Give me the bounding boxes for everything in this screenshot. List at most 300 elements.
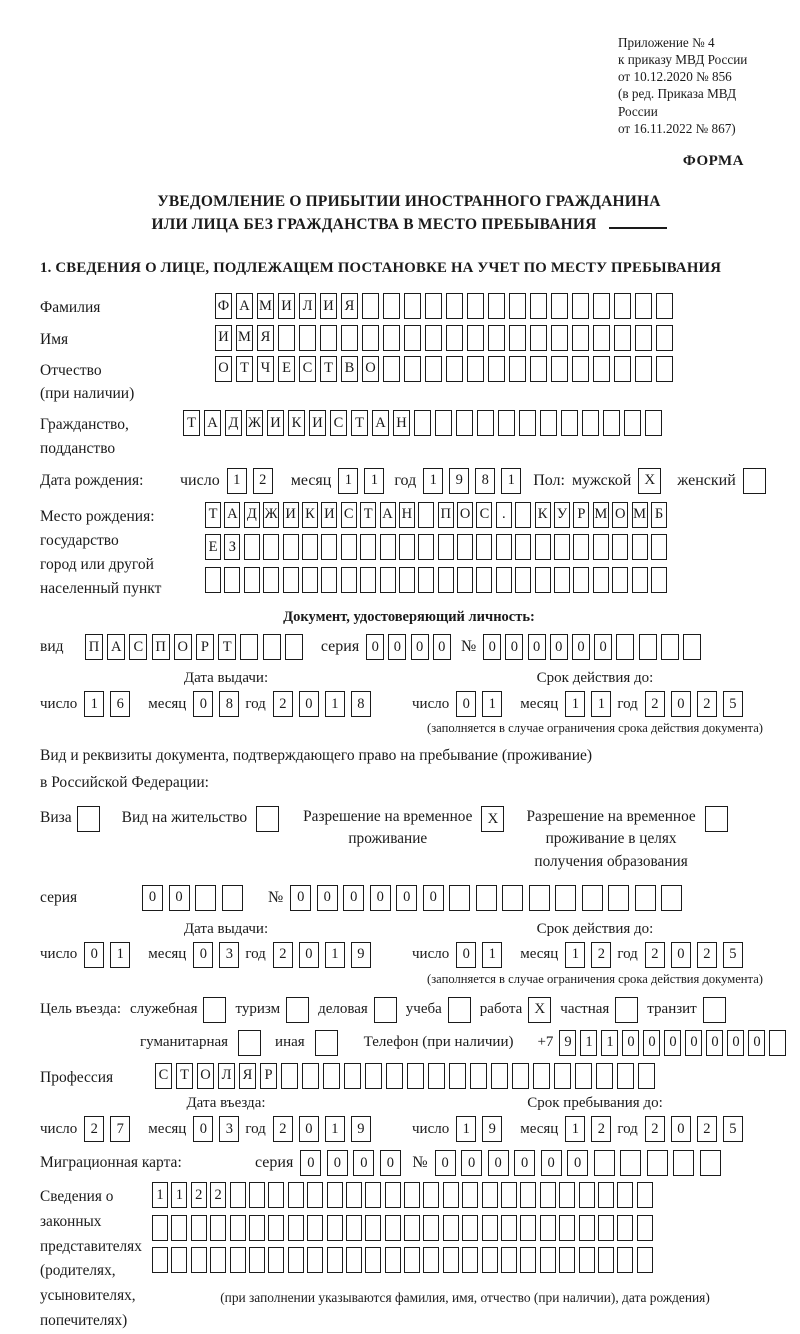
- char-cell: [230, 1182, 246, 1208]
- char-cell: [661, 885, 682, 911]
- char-cell: [191, 1247, 207, 1273]
- representatives-note: (при заполнении указываются фамилия, имя, отчество (при наличии), дата рождения): [220, 1289, 710, 1305]
- char-cell: 1: [456, 1116, 476, 1142]
- patronymic-cells: [215, 356, 677, 382]
- char-cell: О: [612, 502, 628, 528]
- char-cell: А: [236, 293, 253, 319]
- issue-year-cells: [273, 691, 377, 717]
- char-cell: [612, 534, 628, 560]
- purpose-other-checkbox: [315, 1030, 338, 1056]
- expiry-restriction-note: (заполняется в случае ограничения срока действия документа): [427, 971, 763, 986]
- birth-month-cells: [338, 468, 390, 494]
- char-cell: [501, 1215, 517, 1241]
- char-cell: 0: [388, 634, 406, 660]
- char-cell: [579, 1182, 595, 1208]
- char-cell: [414, 410, 431, 436]
- char-cell: К: [535, 502, 551, 528]
- residence-permit-label: Вид на жительство: [121, 809, 248, 827]
- migration-card-label: Миграционная карта:: [40, 1154, 182, 1172]
- issue-date-line: [40, 691, 412, 717]
- year-label: год: [617, 695, 638, 712]
- purpose-work-label: работа: [479, 1001, 523, 1018]
- char-cell: [327, 1247, 343, 1273]
- char-cell: 2: [697, 942, 717, 968]
- char-cell: [476, 567, 492, 593]
- stay-until-line: [412, 1116, 778, 1142]
- char-cell: [307, 1215, 323, 1241]
- char-cell: 0: [290, 885, 311, 911]
- char-cell: [582, 410, 599, 436]
- stay-until-title: Срок пребывания до:: [527, 1095, 663, 1112]
- char-cell: Д: [244, 502, 260, 528]
- purpose-official-checkbox: [203, 997, 226, 1023]
- char-cell: [438, 534, 454, 560]
- form-word: ФОРМА: [682, 152, 744, 169]
- char-cell: [594, 1150, 615, 1176]
- residence-doc-intro-line2: в Российской Федерации:: [40, 774, 209, 792]
- migration-number-cells: [435, 1150, 727, 1176]
- month-label: месяц: [148, 946, 187, 963]
- phone-prefix: +7: [537, 1034, 554, 1051]
- char-cell: 2: [273, 691, 293, 717]
- char-cell: 1: [580, 1030, 597, 1056]
- char-cell: [488, 325, 505, 351]
- char-cell: [614, 293, 631, 319]
- temp-residence-education-option: [526, 806, 727, 873]
- char-cell: М: [632, 502, 648, 528]
- char-cell: [496, 534, 512, 560]
- char-cell: 0: [685, 1030, 702, 1056]
- char-cell: 1: [565, 1116, 585, 1142]
- char-cell: П: [85, 634, 103, 660]
- char-cell: [244, 567, 260, 593]
- char-cell: [593, 534, 609, 560]
- visa-checkbox: [77, 806, 100, 832]
- purpose-study-checkbox: [448, 997, 471, 1023]
- char-cell: [449, 885, 470, 911]
- char-cell: [661, 634, 679, 660]
- char-cell: [443, 1182, 459, 1208]
- char-cell: [362, 293, 379, 319]
- char-cell: 6: [110, 691, 130, 717]
- char-cell: [191, 1215, 207, 1241]
- char-cell: [502, 885, 523, 911]
- char-cell: В: [341, 356, 358, 382]
- issue-date-line: [40, 942, 412, 968]
- char-cell: 8: [219, 691, 239, 717]
- char-cell: [386, 1063, 403, 1089]
- char-cell: [520, 1182, 536, 1208]
- residence-expiry-year-cells: [645, 942, 749, 968]
- char-cell: 7: [110, 1116, 130, 1142]
- char-cell: [435, 410, 452, 436]
- birthplace-label: [40, 502, 205, 601]
- char-cell: П: [438, 502, 454, 528]
- birth-year-cells: [423, 468, 527, 494]
- form-title-line2: [40, 213, 778, 236]
- char-cell: [482, 1182, 498, 1208]
- year-label: год: [245, 946, 266, 963]
- char-cell: А: [380, 502, 396, 528]
- char-cell: [425, 356, 442, 382]
- char-cell: [561, 410, 578, 436]
- char-cell: [593, 356, 610, 382]
- patronymic-label-line1: Отчество: [40, 361, 102, 379]
- char-cell: 0: [411, 634, 429, 660]
- char-cell: 2: [84, 1116, 104, 1142]
- representatives-label: [40, 1182, 152, 1334]
- char-cell: [635, 325, 652, 351]
- number-label: №: [412, 1154, 428, 1172]
- char-cell: 5: [723, 1116, 743, 1142]
- char-cell: 1: [591, 691, 611, 717]
- char-cell: Е: [278, 356, 295, 382]
- char-cell: [446, 293, 463, 319]
- char-cell: Р: [260, 1063, 277, 1089]
- male-label: мужской: [571, 471, 632, 489]
- char-cell: [482, 1215, 498, 1241]
- char-cell: И: [320, 293, 337, 319]
- order-reference-block: [618, 34, 778, 137]
- char-cell: [639, 634, 657, 660]
- char-cell: Т: [205, 502, 221, 528]
- char-cell: 0: [572, 634, 590, 660]
- char-cell: [520, 1215, 536, 1241]
- char-cell: [399, 567, 415, 593]
- char-cell: Н: [393, 410, 410, 436]
- purpose-second-row: [40, 1030, 778, 1056]
- char-cell: [593, 567, 609, 593]
- representatives-row: [40, 1182, 778, 1334]
- char-cell: [617, 1247, 633, 1273]
- char-cell: 2: [697, 691, 717, 717]
- residence-issue-year-cells: [273, 942, 377, 968]
- char-cell: [467, 356, 484, 382]
- char-cell: [320, 325, 337, 351]
- stay-day-cells: [456, 1116, 508, 1142]
- residence-expiry-column: [412, 921, 778, 987]
- patronymic-row: [40, 356, 778, 406]
- birthplace-row: [40, 502, 778, 601]
- char-cell: 0: [622, 1030, 639, 1056]
- char-cell: [288, 1215, 304, 1241]
- surname-label: Фамилия: [40, 299, 101, 317]
- char-cell: О: [197, 1063, 214, 1089]
- temp-residence-checkbox: X: [481, 806, 504, 832]
- phone-label: Телефон (при наличии): [363, 1034, 514, 1051]
- temp-residence-education-line1: Разрешение на временное: [526, 808, 696, 826]
- char-cell: [302, 567, 318, 593]
- document-type-label: вид: [40, 638, 64, 656]
- char-cell: 0: [727, 1030, 744, 1056]
- char-cell: [285, 634, 303, 660]
- char-cell: 1: [364, 468, 384, 494]
- char-cell: [288, 1182, 304, 1208]
- char-cell: [579, 1215, 595, 1241]
- temp-residence-label: [303, 806, 472, 850]
- char-cell: Я: [341, 293, 358, 319]
- char-cell: А: [224, 502, 240, 528]
- visa-label: Виза: [40, 809, 72, 827]
- char-cell: [573, 567, 589, 593]
- year-label: год: [394, 471, 417, 489]
- char-cell: [360, 534, 376, 560]
- residence-series-cells: [142, 885, 248, 911]
- char-cell: 0: [343, 885, 364, 911]
- series-label: серия: [255, 1154, 294, 1172]
- char-cell: 2: [645, 1116, 665, 1142]
- patronymic-label-line2: (при наличии): [40, 385, 135, 403]
- char-cell: [383, 356, 400, 382]
- document-expiry-column: [412, 670, 778, 736]
- char-cell: [365, 1247, 381, 1273]
- char-cell: [462, 1182, 478, 1208]
- purpose-transit-checkbox: [703, 997, 726, 1023]
- char-cell: Н: [399, 502, 415, 528]
- char-cell: [423, 1215, 439, 1241]
- char-cell: [620, 1150, 641, 1176]
- char-cell: [456, 410, 473, 436]
- char-cell: [593, 325, 610, 351]
- char-cell: М: [593, 502, 609, 528]
- char-cell: 2: [253, 468, 273, 494]
- char-cell: [449, 1063, 466, 1089]
- month-label: месяц: [520, 946, 559, 963]
- char-cell: [656, 293, 673, 319]
- char-cell: [268, 1182, 284, 1208]
- char-cell: [425, 325, 442, 351]
- char-cell: [515, 502, 531, 528]
- char-cell: 1: [601, 1030, 618, 1056]
- char-cell: 0: [528, 634, 546, 660]
- char-cell: [341, 567, 357, 593]
- char-cell: 3: [219, 1116, 239, 1142]
- char-cell: [457, 534, 473, 560]
- char-cell: .: [496, 502, 512, 528]
- birthdate-label: Дата рождения:: [40, 472, 144, 490]
- residence-issue-column: [40, 921, 412, 987]
- char-cell: [559, 1215, 575, 1241]
- char-cell: С: [330, 410, 347, 436]
- char-cell: И: [283, 502, 299, 528]
- char-cell: [617, 1063, 634, 1089]
- char-cell: 0: [550, 634, 568, 660]
- char-cell: [240, 634, 258, 660]
- char-cell: 0: [748, 1030, 765, 1056]
- char-cell: 9: [559, 1030, 576, 1056]
- char-cell: [278, 325, 295, 351]
- char-cell: С: [299, 356, 316, 382]
- residence-dates-row: [40, 921, 778, 987]
- char-cell: О: [215, 356, 232, 382]
- birthplace-cells-block: [205, 502, 778, 600]
- residence-expiry-day-cells: [456, 942, 508, 968]
- char-cell: [205, 567, 221, 593]
- char-cell: [399, 534, 415, 560]
- char-cell: [249, 1182, 265, 1208]
- profession-cells: [155, 1063, 659, 1089]
- representatives-cells-row2: [152, 1215, 656, 1241]
- expiry-date-title: Срок действия до:: [536, 670, 654, 686]
- char-cell: 0: [299, 942, 319, 968]
- char-cell: 9: [482, 1116, 502, 1142]
- female-label: женский: [677, 471, 736, 489]
- expiry-day-cells: [456, 691, 508, 717]
- char-cell: [467, 325, 484, 351]
- series-label: серия: [40, 889, 78, 907]
- char-cell: [383, 325, 400, 351]
- char-cell: [321, 534, 337, 560]
- char-cell: [603, 410, 620, 436]
- birthplace-label-line2: государство: [40, 531, 119, 549]
- char-cell: [515, 567, 531, 593]
- month-label: месяц: [148, 1120, 187, 1137]
- char-cell: [540, 1247, 556, 1273]
- char-cell: Т: [218, 634, 236, 660]
- char-cell: [418, 502, 434, 528]
- char-cell: 1: [501, 468, 521, 494]
- purpose-transit-label: транзит: [647, 1001, 697, 1018]
- char-cell: [171, 1247, 187, 1273]
- char-cell: [501, 1182, 517, 1208]
- char-cell: [540, 1215, 556, 1241]
- char-cell: [299, 325, 316, 351]
- char-cell: 0: [505, 634, 523, 660]
- phone-cells: [559, 1030, 790, 1056]
- char-cell: А: [372, 410, 389, 436]
- migration-series-cells: [300, 1150, 406, 1176]
- firstname-cells: [215, 325, 677, 351]
- char-cell: 8: [351, 691, 371, 717]
- char-cell: [327, 1215, 343, 1241]
- char-cell: [637, 1215, 653, 1241]
- char-cell: 9: [351, 1116, 371, 1142]
- char-cell: С: [341, 502, 357, 528]
- char-cell: [501, 1247, 517, 1273]
- char-cell: [598, 1247, 614, 1273]
- char-cell: 1: [110, 942, 130, 968]
- char-cell: [598, 1182, 614, 1208]
- char-cell: [498, 410, 515, 436]
- char-cell: [559, 1182, 575, 1208]
- purpose-tourism-label: туризм: [235, 1001, 281, 1018]
- char-cell: О: [174, 634, 192, 660]
- char-cell: 0: [300, 1150, 321, 1176]
- char-cell: [341, 325, 358, 351]
- citizenship-cells: [183, 410, 666, 436]
- document-series-cells: [366, 634, 455, 660]
- char-cell: 2: [645, 691, 665, 717]
- char-cell: 1: [482, 691, 502, 717]
- document-number-cells: [483, 634, 705, 660]
- char-cell: 0: [193, 1116, 213, 1142]
- char-cell: [404, 325, 421, 351]
- char-cell: [152, 1215, 168, 1241]
- char-cell: [482, 1247, 498, 1273]
- char-cell: 5: [723, 691, 743, 717]
- char-cell: 0: [327, 1150, 348, 1176]
- residence-permit-checkbox: [256, 806, 279, 832]
- char-cell: [307, 1182, 323, 1208]
- char-cell: С: [476, 502, 492, 528]
- char-cell: О: [457, 502, 473, 528]
- birthplace-label-line1: Место рождения:: [40, 507, 155, 525]
- char-cell: 2: [210, 1182, 226, 1208]
- char-cell: 0: [366, 634, 384, 660]
- char-cell: [263, 567, 279, 593]
- residence-doc-series-row: [40, 885, 778, 911]
- char-cell: [635, 293, 652, 319]
- char-cell: [346, 1215, 362, 1241]
- number-label: №: [460, 638, 477, 655]
- form-title-line2-text: ИЛИ ЛИЦА БЕЗ ГРАЖДАНСТВА В МЕСТО ПРЕБЫВАНИЯ: [151, 216, 597, 234]
- char-cell: [529, 885, 550, 911]
- char-cell: Д: [225, 410, 242, 436]
- char-cell: [651, 567, 667, 593]
- char-cell: Т: [236, 356, 253, 382]
- char-cell: [210, 1215, 226, 1241]
- char-cell: 8: [475, 468, 495, 494]
- expiry-date-line: [412, 691, 778, 717]
- char-cell: [210, 1247, 226, 1273]
- firstname-row: [40, 325, 778, 351]
- residence-doc-intro: [40, 742, 778, 796]
- year-label: год: [245, 1120, 266, 1137]
- migration-card-row: [40, 1150, 778, 1176]
- char-cell: И: [215, 325, 232, 351]
- birthplace-label-line3: город или другой: [40, 555, 154, 573]
- char-cell: [572, 293, 589, 319]
- char-cell: 0: [370, 885, 391, 911]
- representatives-cells-row3: [152, 1247, 656, 1273]
- month-label: месяц: [520, 695, 559, 712]
- char-cell: 3: [219, 942, 239, 968]
- char-cell: 0: [567, 1150, 588, 1176]
- char-cell: [515, 534, 531, 560]
- char-cell: [624, 410, 641, 436]
- char-cell: [268, 1247, 284, 1273]
- reference-line: от 10.12.2020 № 856: [618, 69, 732, 85]
- char-cell: [673, 1150, 694, 1176]
- citizenship-row: [40, 410, 778, 460]
- char-cell: [608, 885, 629, 911]
- char-cell: М: [257, 293, 274, 319]
- char-cell: [575, 1063, 592, 1089]
- char-cell: [302, 534, 318, 560]
- issue-date-title: Дата выдачи:: [183, 920, 269, 937]
- char-cell: [612, 567, 628, 593]
- temp-residence-education-line2: проживание в целях: [545, 830, 677, 848]
- char-cell: [446, 356, 463, 382]
- char-cell: [488, 293, 505, 319]
- char-cell: [535, 534, 551, 560]
- male-checkbox: X: [638, 468, 661, 494]
- surname-cells: [215, 293, 677, 319]
- representatives-label-line2: законных: [40, 1212, 102, 1230]
- char-cell: 5: [723, 942, 743, 968]
- char-cell: [443, 1215, 459, 1241]
- temp-residence-option: [303, 806, 504, 850]
- day-label: число: [40, 695, 78, 712]
- char-cell: 0: [706, 1030, 723, 1056]
- day-label: число: [40, 946, 78, 963]
- char-cell: [572, 325, 589, 351]
- char-cell: Т: [176, 1063, 193, 1089]
- char-cell: И: [321, 502, 337, 528]
- entry-date-title: Дата въезда:: [186, 1095, 266, 1112]
- char-cell: Ч: [257, 356, 274, 382]
- char-cell: [551, 325, 568, 351]
